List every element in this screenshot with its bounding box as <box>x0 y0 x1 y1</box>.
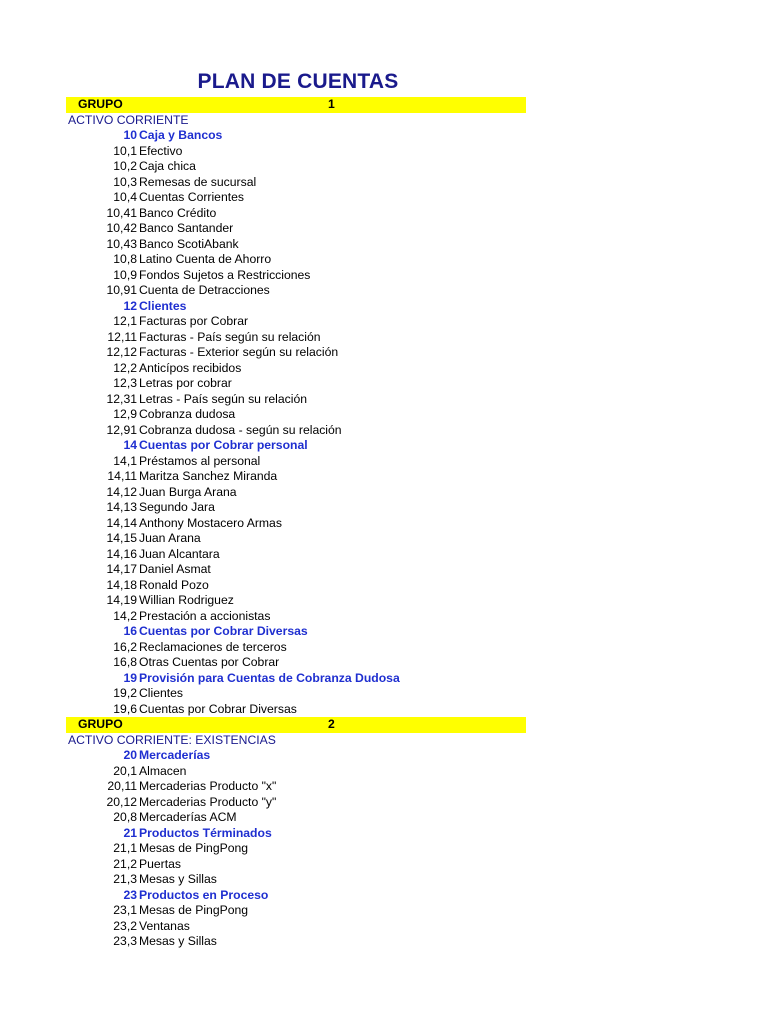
account-name: Cobranza dudosa - según su relación <box>139 422 342 437</box>
account-row <box>66 144 526 160</box>
account-name: Anthony Mostacero Armas <box>139 515 282 530</box>
account-name: Anticípos recibidos <box>139 360 242 375</box>
account-name: Cuenta de Detracciones <box>139 283 270 297</box>
account-row <box>66 283 526 299</box>
account-name: Mercaderias Producto "x" <box>139 779 277 793</box>
account-name: Almacen <box>139 763 187 778</box>
account-name: Efectivo <box>139 143 183 158</box>
account-name: Caja chica <box>139 159 196 173</box>
account-row <box>66 516 526 532</box>
account-code: 20,1 <box>113 763 137 778</box>
account-name: Banco Crédito <box>139 205 217 220</box>
group-label: GRUPO <box>78 97 123 111</box>
account-name: Fondos Sujetos a Restricciones <box>139 267 311 282</box>
account-code: 19 <box>123 670 137 685</box>
account-code: 14,19 <box>106 593 137 607</box>
account-code: 10,3 <box>113 174 137 189</box>
account-name: Prestación a accionistas <box>139 608 271 623</box>
group-band <box>66 717 526 733</box>
account-row <box>66 407 526 423</box>
account-name: Juan Alcantara <box>139 546 220 561</box>
account-row <box>66 903 526 919</box>
account-code: 12,1 <box>113 314 137 328</box>
account-row <box>66 547 526 563</box>
account-row <box>66 578 526 594</box>
section-title: ACTIVO CORRIENTE <box>68 112 189 127</box>
account-code: 21 <box>123 825 137 840</box>
account-row <box>66 345 526 361</box>
account-code: 16,8 <box>113 655 137 669</box>
account-code: 10,41 <box>106 205 137 220</box>
account-row <box>66 221 526 237</box>
account-row <box>66 469 526 485</box>
account-name: Maritza Sanchez Miranda <box>139 469 278 483</box>
account-code: 12 <box>123 298 137 313</box>
account-code: 14,11 <box>107 469 137 483</box>
account-row <box>66 454 526 470</box>
account-heading <box>66 624 526 640</box>
account-row <box>66 252 526 268</box>
account-name: Cuentas por Cobrar personal <box>139 438 308 452</box>
account-code: 14,16 <box>106 546 137 561</box>
account-code: 10,2 <box>113 159 137 173</box>
account-name: Productos Términados <box>139 825 272 840</box>
page-title: PLAN DE CUENTAS <box>197 70 399 93</box>
account-code: 14 <box>123 438 137 452</box>
account-code: 12,2 <box>113 360 137 375</box>
account-name: Provisión para Cuentas de Cobranza Dudosa <box>139 670 400 685</box>
account-name: Willian Rodriguez <box>139 593 234 607</box>
account-row <box>66 640 526 656</box>
account-code: 10,91 <box>106 283 137 297</box>
account-code: 14,18 <box>106 577 137 592</box>
account-name: Mercaderías ACM <box>139 810 237 824</box>
account-name: Cobranza dudosa <box>139 407 236 421</box>
account-code: 10,1 <box>113 143 137 158</box>
account-code: 10,42 <box>106 221 137 235</box>
account-name: Mesas y Sillas <box>139 934 217 948</box>
account-row <box>66 795 526 811</box>
account-heading <box>66 128 526 144</box>
account-row <box>66 810 526 826</box>
account-name: Mercaderías <box>139 748 211 762</box>
account-name: Puertas <box>139 856 182 871</box>
account-code: 21,2 <box>113 856 137 871</box>
account-name: Daniel Asmat <box>139 562 211 576</box>
account-name: Letras por cobrar <box>139 376 232 390</box>
account-row <box>66 392 526 408</box>
account-row <box>66 268 526 284</box>
account-name: Facturas por Cobrar <box>139 314 249 328</box>
account-row <box>66 500 526 516</box>
account-heading <box>66 826 526 842</box>
account-code: 12,9 <box>113 407 137 421</box>
account-row <box>66 686 526 702</box>
account-heading <box>66 438 526 454</box>
group-number: 1 <box>328 97 335 111</box>
group-label: GRUPO <box>78 717 123 731</box>
account-row <box>66 423 526 439</box>
account-name: Facturas - País según su relación <box>139 329 321 344</box>
account-heading <box>66 748 526 764</box>
account-code: 23 <box>123 887 137 902</box>
account-heading <box>66 299 526 315</box>
account-row <box>66 361 526 377</box>
account-code: 23,2 <box>113 918 137 933</box>
account-code: 14,2 <box>113 608 137 623</box>
account-code: 20 <box>123 748 137 762</box>
account-code: 19,6 <box>113 701 137 716</box>
account-row <box>66 314 526 330</box>
account-heading <box>66 671 526 687</box>
account-row <box>66 237 526 253</box>
account-name: Remesas de sucursal <box>139 174 257 189</box>
account-code: 21,3 <box>113 872 137 886</box>
account-code: 12,3 <box>113 376 137 390</box>
account-name: Cuentas Corrientes <box>139 190 244 204</box>
account-code: 10,43 <box>106 236 137 251</box>
account-row <box>66 779 526 795</box>
account-row <box>66 934 526 950</box>
account-code: 14,14 <box>106 515 137 530</box>
account-row <box>66 702 526 718</box>
account-row <box>66 531 526 547</box>
account-code: 23,1 <box>113 903 137 917</box>
account-heading <box>66 888 526 904</box>
account-name: Ventanas <box>139 918 190 933</box>
account-name: Letras - País según su relación <box>139 391 308 406</box>
account-code: 12,12 <box>106 345 137 359</box>
account-name: Ronald Pozo <box>139 577 209 592</box>
account-row <box>66 376 526 392</box>
account-code: 19,2 <box>113 686 137 700</box>
account-row <box>66 593 526 609</box>
account-name: Cuentas por Cobrar Diversas <box>139 701 297 716</box>
account-name: Reclamaciones de terceros <box>139 639 287 654</box>
account-code: 10,8 <box>113 252 137 266</box>
account-name: Préstamos al personal <box>139 453 261 468</box>
account-row <box>66 175 526 191</box>
account-code: 14,13 <box>106 500 137 514</box>
account-code: 21,1 <box>113 841 137 855</box>
account-name: Banco Santander <box>139 221 234 235</box>
account-name: Otras Cuentas por Cobrar <box>139 655 280 669</box>
account-row <box>66 562 526 578</box>
account-code: 14,12 <box>106 484 137 499</box>
account-code: 10,4 <box>113 190 137 204</box>
account-row <box>66 159 526 175</box>
account-row <box>66 330 526 346</box>
account-code: 20,12 <box>106 794 137 809</box>
account-row <box>66 841 526 857</box>
account-name: Banco ScotiAbank <box>139 236 239 251</box>
account-code: 20,8 <box>113 810 137 824</box>
account-code: 12,31 <box>106 391 137 406</box>
account-code: 16,2 <box>113 639 137 654</box>
account-name: Latino Cuenta de Ahorro <box>139 252 272 266</box>
account-code: 10,9 <box>113 267 137 282</box>
group-number: 2 <box>328 717 335 731</box>
account-row <box>66 609 526 625</box>
section-title: ACTIVO CORRIENTE: EXISTENCIAS <box>68 732 276 747</box>
account-row <box>66 919 526 935</box>
account-name: Mercaderias Producto "y" <box>139 794 277 809</box>
account-row <box>66 655 526 671</box>
account-code: 20,11 <box>107 779 137 793</box>
account-code: 14,1 <box>113 453 137 468</box>
account-row <box>66 485 526 501</box>
account-name: Facturas - Exterior según su relación <box>139 345 339 359</box>
accounts-list <box>66 97 526 950</box>
account-name: Clientes <box>139 298 187 313</box>
account-name: Cuentas por Cobrar Diversas <box>139 624 308 638</box>
account-row <box>66 764 526 780</box>
account-code: 16 <box>123 624 137 638</box>
account-name: Juan Burga Arana <box>139 484 237 499</box>
account-name: Mesas y Sillas <box>139 872 217 886</box>
account-row <box>66 206 526 222</box>
account-name: Clientes <box>139 686 184 700</box>
account-name: Mesas de PingPong <box>139 903 249 917</box>
account-code: 14,15 <box>106 531 137 545</box>
account-row <box>66 857 526 873</box>
group-band <box>66 97 526 113</box>
account-code: 23,3 <box>113 934 137 948</box>
account-name: Productos en Proceso <box>139 887 269 902</box>
account-name: Segundo Jara <box>139 500 215 514</box>
account-row <box>66 190 526 206</box>
account-name: Caja y Bancos <box>139 128 223 142</box>
account-name: Juan Arana <box>139 531 201 545</box>
account-code: 10 <box>123 128 137 142</box>
account-code: 12,11 <box>107 329 137 344</box>
account-code: 14,17 <box>106 562 137 576</box>
account-code: 12,91 <box>106 422 137 437</box>
account-name: Mesas de PingPong <box>139 841 249 855</box>
account-row <box>66 872 526 888</box>
